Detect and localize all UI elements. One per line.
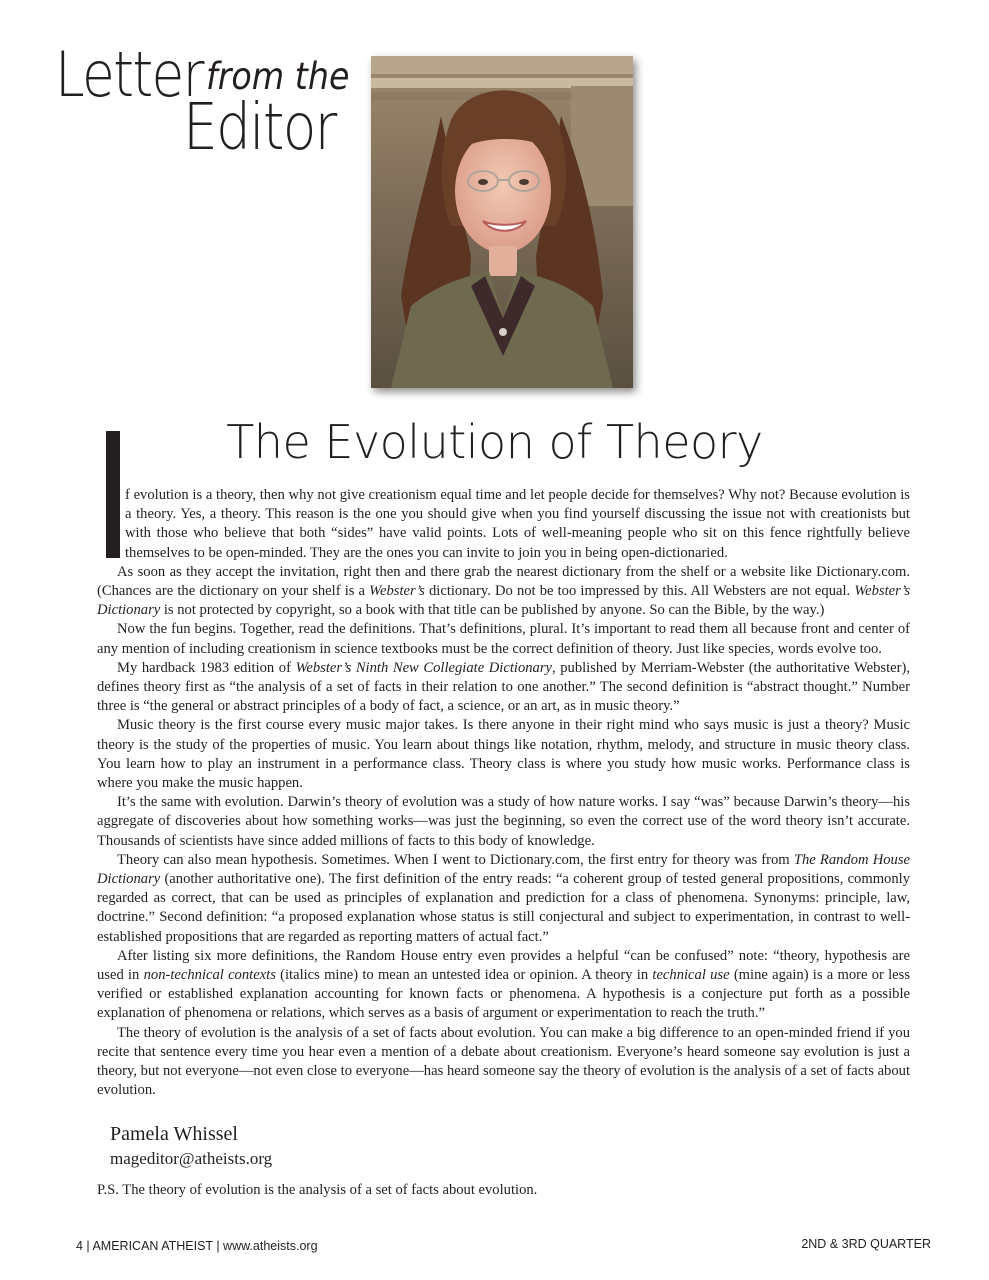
article-paragraph: [97, 851, 910, 947]
text-run: As soon as they accept the invitation, right then and there grab the nearest dictionary from the shelf or a website like Dictionary.com. (Chances are the dictionary on your shelf is a: [97, 563, 910, 600]
editor-portrait-photo: [371, 56, 633, 388]
text-run: The theory of evolution is the analysis of a set of facts about evolution. You can make a big difference to an open-minded friend if you recite that sentence every time you hear even a mention of a debate about creationism. Everyone’s heard someone say evolution is just a theory, but not everyone—not even close to everyone—has heard someone say the theory of evolution is the analysis of a set of facts about evolution.: [97, 1024, 910, 1099]
first-paragraph-text: [97, 486, 910, 563]
italic-run: Webster’s: [369, 583, 425, 600]
article-paragraph: [97, 620, 910, 658]
author-name: Pamela Whissel: [110, 1123, 238, 1145]
italic-run: The Random House Dictionary: [97, 851, 910, 888]
article-paragraph: [97, 793, 910, 851]
italic-run: technical use: [652, 967, 730, 984]
text-run: Now the fun begins. Together, read the definitions. That’s definitions, plural. It’s important to read them all because front and center of any mention of including creationism in science textbooks must be the correct definition of theory. Just like species, words evolve too.: [97, 621, 910, 657]
article-title: The Evolution of Theory: [226, 415, 763, 469]
text-run: (another authoritative one). The first definition of the entry reads: “a coherent group of tested general propositions, commonly regarded as correct, that can be used as principles of explanation and prediction for a class of phenomena. Synonyms: principle, law, doctrine.” Second definition: “a proposed explanation whose status is still conjectural and subject to experimentation, in contrast to well-established propositions that are regarded as reporting matters of actual fact.”: [97, 871, 910, 945]
text-run: (italics mine) to mean an untested idea or opinion. A theory in: [275, 967, 653, 984]
text-run: Music theory is the first course every music major takes. Is there anyone in their right mind who says music is just a theory? Music theory is the study of the properties of music. You learn about things like notation, rhythm, melody, and structure in music theory class. You learn how to play an instrument in a performance class. Theory class is where you study how music works. Performance class is where you make the music happen.: [97, 717, 910, 792]
article-paragraph: [97, 1024, 910, 1101]
article-paragraph: [97, 486, 910, 563]
postscript: P.S. The theory of evolution is the analysis of a set of facts about evolution.: [97, 1182, 538, 1198]
portrait-illustration: [371, 56, 633, 388]
text-run: is not protected by copyright, so a book with that title can be published by anyone. So can the Bible, by the way.): [160, 602, 825, 619]
article-paragraph: [97, 659, 910, 717]
italic-run: Webster’s Ninth New Collegiate Dictionary: [295, 659, 552, 676]
footer-issue: 2ND & 3RD QUARTER: [801, 1237, 931, 1251]
text-run: After listing six more definitions, the Random House entry even provides a helpful “can be confused” note: “theory, hypothesis are used in: [97, 947, 910, 984]
masthead-editor: Editor: [183, 91, 336, 165]
article-paragraph: [97, 947, 910, 1024]
italic-run: non-technical contexts: [143, 967, 276, 984]
text-run: My hardback 1983 edition of: [117, 659, 296, 676]
text-run: (mine again) is a more or less verified or established explanation accounting for known facts or phenomena. A hypothesis is a conjecture put forth as a possible explanation of phenomena or relations, which serves as a basis of argument or experimentation to reach the truth.”: [97, 967, 911, 1022]
masthead-from-the: from the: [206, 55, 350, 98]
masthead-letter: Letter: [55, 38, 203, 111]
text-run: It’s the same with evolution. Darwin’s theory of evolution was a study of how nature works. I say “was” because Darwin’s theory—his aggregate of discoveries about how something works—was just the beginning, so even the correct use of the word theory isn’t accurate. Thousands of scientists have since added millions of facts to this body of knowledge.: [97, 794, 910, 849]
article-body: [97, 486, 910, 1101]
footer-page-info: 4 | AMERICAN ATHEIST | www.atheists.org: [76, 1239, 318, 1253]
author-email[interactable]: mageditor@atheists.org: [110, 1149, 273, 1168]
article-paragraph: [97, 563, 910, 621]
italic-run: Webster’s Dictionary: [97, 583, 910, 619]
article-paragraph: [97, 716, 910, 793]
text-run: Theory can also mean hypothesis. Sometimes. When I went to Dictionary.com, the first entry for theory was from: [117, 851, 794, 868]
text-run: f evolution is a theory, then why not give creationism equal time and let people decide for themselves? Why not? Because evolution is a theory. Yes, a theory. This reason is the one you should give when you find yourself discussing the issue not with creationists but with those who believe that both “sides” have valid points. Lots of well-meaning people who sit on this fence rightfully believe themselves to be open-minded. They are the ones you can invite to join you in being open-dictionaried.: [125, 487, 910, 561]
text-run: , published by Merriam-Webster (the authoritative Webster), defines theory first as “the analysis of a set of facts in their relation to one another.” The second definition is “abstract thought.” Number three is “the general or abstract principles of a body of fact, a science, or an art, as in music theory.”: [97, 659, 911, 715]
text-run: dictionary. Do not be too impressed by this. All Websters are not equal.: [424, 583, 855, 600]
